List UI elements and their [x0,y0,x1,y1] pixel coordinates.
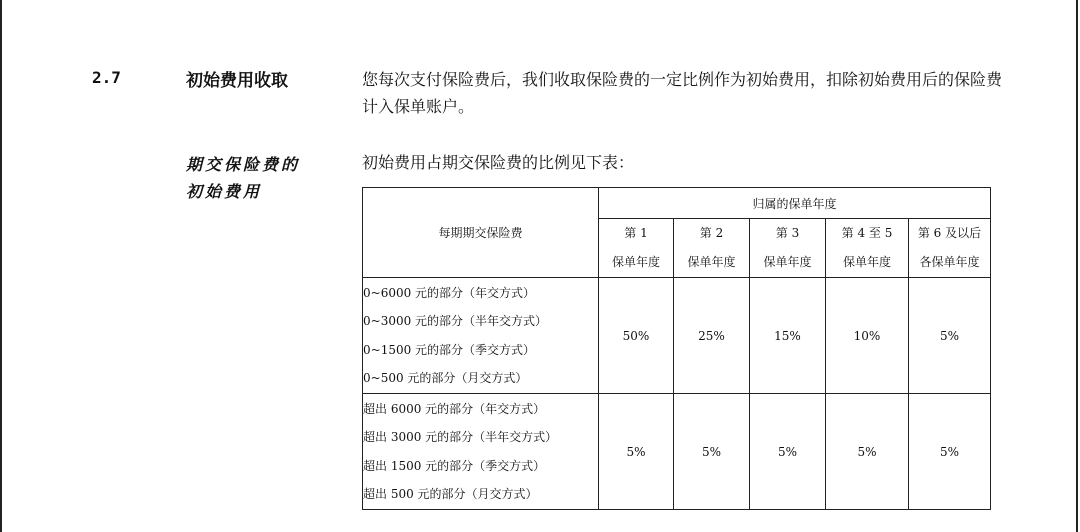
premium-tier: 超出 500 元的部分（月交方式） [363,487,538,501]
section-title: 初始费用收取 [186,71,288,91]
year-header [599,219,674,278]
subsection-title-line: 期交保险费的 [186,155,301,174]
premium-tiers [363,278,599,394]
year-header-line: 保单年度 [687,255,736,269]
year-header [674,219,750,278]
table-row [363,278,991,394]
year-header-line: 第 6 及以后 [917,226,982,240]
premium-tier: 0~3000 元的部分（半年交方式） [363,314,548,328]
year-header [750,219,826,278]
fee-rate: 50% [599,278,674,394]
year-header-line: 各保单年度 [919,255,980,269]
premium-tier: 0~6000 元的部分（年交方式） [363,285,536,300]
section-number: 2.7 [92,68,121,87]
premium-header: 每期期交保险费 [363,188,599,278]
page-edge-right [1076,0,1078,532]
fee-rate: 5% [826,394,909,510]
fee-rate: 5% [909,394,991,510]
year-header-line: 第 2 [699,226,724,240]
year-header-line: 第 1 [624,226,648,240]
fee-rate: 10% [826,278,909,394]
year-header-line: 保单年度 [611,255,660,269]
year-header [909,219,991,278]
year-header-line: 保单年度 [842,255,891,269]
table-row [363,394,991,510]
page-edge-left [0,0,2,532]
section-paragraph: 您每次支付保险费后，我们收取保险费的一定比例作为初始费用，扣除初始费用后的保险费计入保单账户。 [362,70,1003,116]
fee-rate: 5% [909,278,991,394]
premium-tier: 0~500 元的部分（月交方式） [363,371,528,385]
initial-fee-table [362,187,991,510]
fee-rate: 25% [674,278,750,394]
premium-tier: 超出 3000 元的部分（半年交方式） [363,430,558,444]
subsection-title [186,151,300,205]
fee-rate: 15% [750,278,826,394]
year-header [826,219,909,278]
premium-tier: 超出 1500 元的部分（季交方式） [363,458,546,473]
subsection-title-line: 初始费用 [186,182,263,201]
premium-tier: 0~1500 元的部分（季交方式） [363,342,536,357]
year-header-line: 保单年度 [763,255,812,269]
table-intro: 初始费用占期交保险费的比例见下表： [362,153,635,172]
fee-rate: 5% [674,394,750,510]
fee-rate: 5% [599,394,674,510]
year-group-header: 归属的保单年度 [599,188,991,219]
premium-tiers [363,394,599,510]
fee-rate: 5% [750,394,826,510]
year-header-line: 第 4 至 5 [841,226,893,240]
year-header-line: 第 3 [775,226,800,240]
premium-tier: 超出 6000 元的部分（年交方式） [363,401,546,416]
